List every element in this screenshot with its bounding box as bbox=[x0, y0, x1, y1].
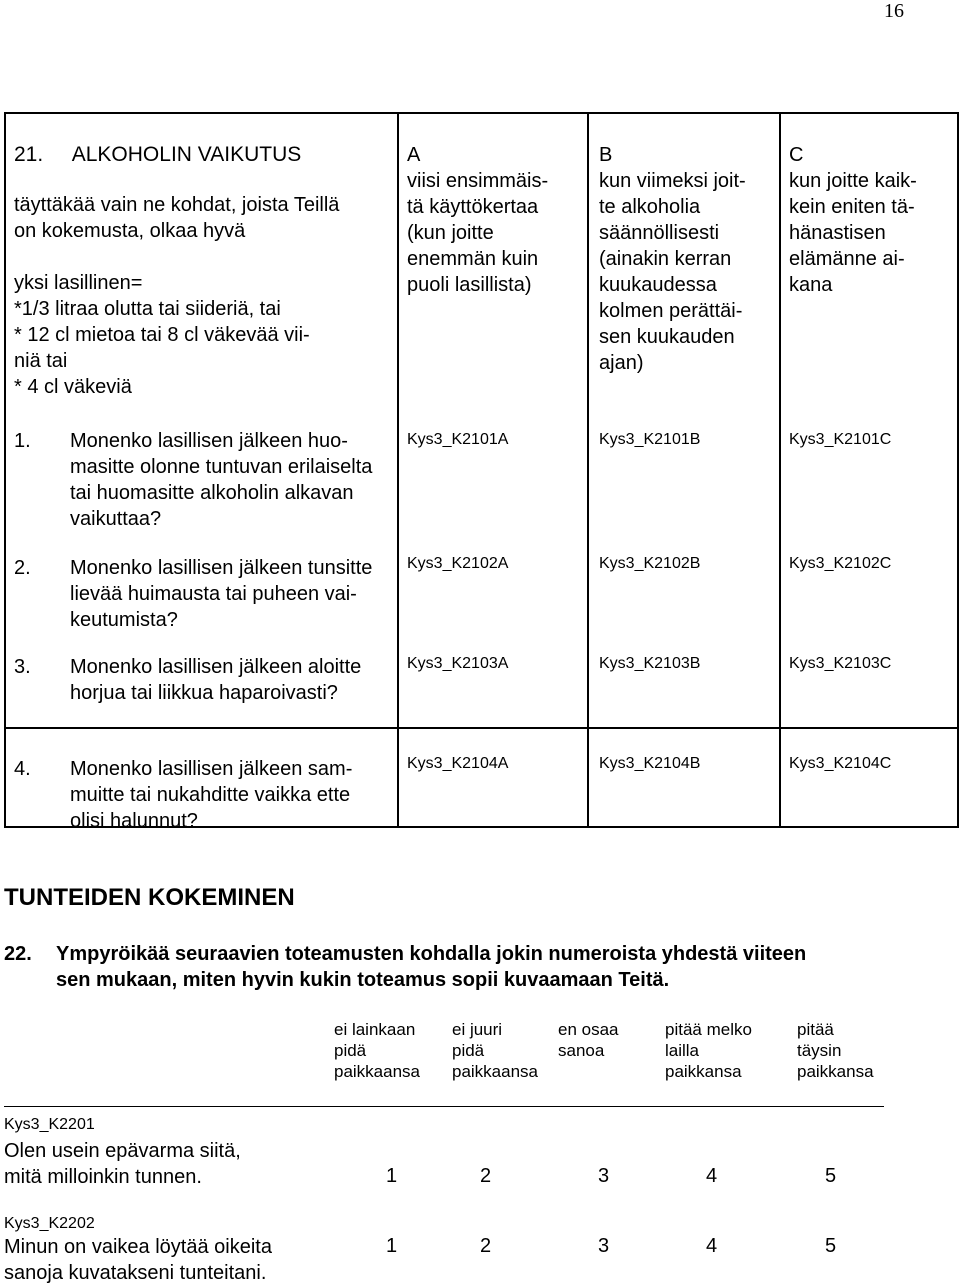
scale-option-5[interactable]: 5 bbox=[825, 1165, 837, 1187]
item-statement: Minun on vaikea löytää oikeita sanoja kuvatakseni tunteitani. bbox=[4, 1236, 272, 1284]
column-b-header: B kun viimeksi joit- te alkoholia säännöllisesti (ainakin kerran kuukaudessa kolmen perättäi- sen kuukauden ajan) bbox=[599, 144, 746, 374]
question-text-line: Ympyröikää seuraavien toteamusten kohdalla jokin numeroista yhdestä viiteen bbox=[56, 943, 807, 965]
scale-option-1[interactable]: 1 bbox=[386, 1235, 398, 1257]
scale-divider bbox=[4, 1106, 884, 1107]
column-c-header: C kun joitte kaik- kein eniten tä- hänastisen elämänne ai- kana bbox=[789, 144, 917, 296]
question-number: 21. bbox=[14, 143, 44, 166]
item-code: Kys3_K2201 bbox=[4, 1116, 95, 1133]
scale-option-4[interactable]: 4 bbox=[706, 1235, 718, 1257]
scale-option-1[interactable]: 1 bbox=[386, 1165, 398, 1187]
scale-option-2[interactable]: 2 bbox=[480, 1165, 492, 1187]
column-divider bbox=[779, 114, 781, 826]
code-cell: Kys3_K2104B bbox=[599, 755, 701, 772]
item-code: Kys3_K2202 bbox=[4, 1215, 95, 1232]
question-number: 22. bbox=[4, 943, 32, 965]
question-22 bbox=[4, 941, 944, 1001]
section-title: TUNTEIDEN KOKEMINEN bbox=[4, 884, 295, 911]
scale-header-2: ei juuri pidä paikkaansa bbox=[452, 1020, 539, 1081]
scale-header-3: en osaa sanoa bbox=[558, 1020, 619, 1060]
question-text-line: sen mukaan, miten hyvin kukin toteamus sopii kuvaamaan Teitä. bbox=[56, 969, 670, 991]
question-21-heading bbox=[14, 142, 301, 168]
scale-option-3[interactable]: 3 bbox=[598, 1165, 610, 1187]
code-cell: Kys3_K2101C bbox=[789, 431, 892, 448]
column-divider bbox=[397, 114, 399, 826]
table-row-1-question: 1. Monenko lasillisen jälkeen huo- masitte olonne tuntuvan erilaiselta tai huomasitte alkoholin alkavan vaikuttaa? bbox=[14, 430, 373, 530]
scale-option-2[interactable]: 2 bbox=[480, 1235, 492, 1257]
scale-header-4: pitää melko lailla paikkansa bbox=[665, 1020, 752, 1081]
code-cell: Kys3_K2104A bbox=[407, 755, 509, 772]
code-cell: Kys3_K2103B bbox=[599, 655, 701, 672]
scale-option-5[interactable]: 5 bbox=[825, 1235, 837, 1257]
page-number: 16 bbox=[884, 0, 904, 22]
table-row-3-question: 3. Monenko lasillisen jälkeen aloitte horjua tai liikkua haparoivasti? bbox=[14, 656, 362, 704]
table-row-2-question: 2. Monenko lasillisen jälkeen tunsitte lievää huimausta tai puheen vai- keutumista? bbox=[14, 557, 373, 631]
code-cell: Kys3_K2104C bbox=[789, 755, 892, 772]
code-cell: Kys3_K2101A bbox=[407, 431, 509, 448]
scale-header-1: ei lainkaan pidä paikkaansa bbox=[334, 1020, 421, 1081]
scale-option-4[interactable]: 4 bbox=[706, 1165, 718, 1187]
instruction-text: täyttäkää vain ne kohdat, joista Teillä on kokemusta, olkaa hyvä bbox=[14, 194, 340, 242]
code-cell: Kys3_K2101B bbox=[599, 431, 701, 448]
question-title: ALKOHOLIN VAIKUTUS bbox=[71, 143, 302, 166]
definition-text: yksi lasillinen= *1/3 litraa olutta tai siideriä, tai * 12 cl mietoa tai 8 cl väkevää vii- niä tai * 4 cl väkeviä bbox=[14, 272, 310, 398]
question-21-table bbox=[4, 112, 959, 832]
scale-header-5: pitää täysin paikkansa bbox=[797, 1020, 874, 1081]
code-cell: Kys3_K2103C bbox=[789, 655, 892, 672]
row-divider bbox=[6, 727, 957, 729]
item-statement: Olen usein epävarma siitä, mitä milloinkin tunnen. bbox=[4, 1140, 241, 1188]
code-cell: Kys3_K2102C bbox=[789, 555, 892, 572]
code-cell: Kys3_K2102A bbox=[407, 555, 509, 572]
scale-option-3[interactable]: 3 bbox=[598, 1235, 610, 1257]
column-divider bbox=[587, 114, 589, 826]
column-a-header: A viisi ensimmäis- tä käyttökertaa (kun joitte enemmän kuin puoli lasillista) bbox=[407, 144, 549, 296]
code-cell: Kys3_K2103A bbox=[407, 655, 509, 672]
code-cell: Kys3_K2102B bbox=[599, 555, 701, 572]
table-row-4-question: 4. Monenko lasillisen jälkeen sam- muitte tai nukahditte vaikka ette olisi halunnut? bbox=[14, 758, 353, 832]
